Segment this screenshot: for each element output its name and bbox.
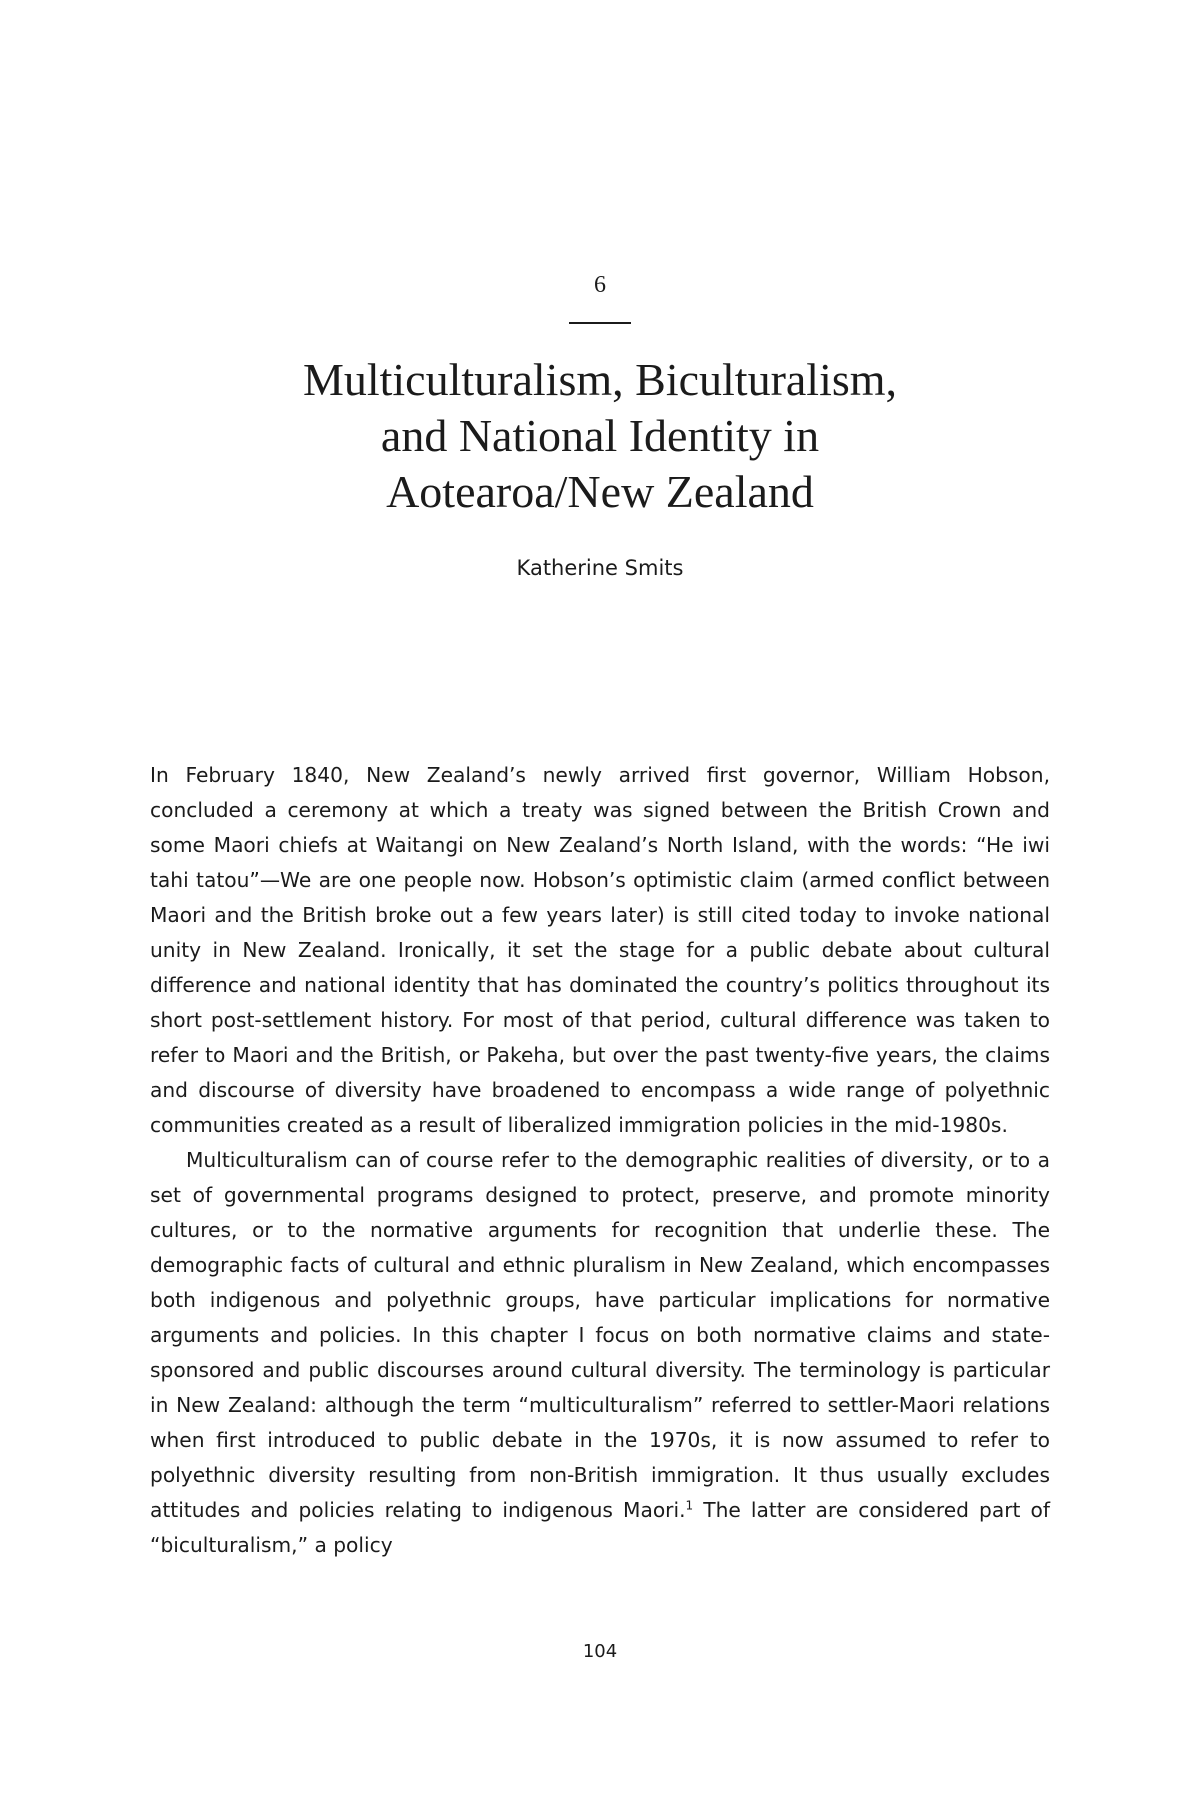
chapter-title-line-1: Multiculturalism, Biculturalism, — [302, 354, 898, 405]
chapter-title-line-3: Aotearoa/New Zealand — [386, 466, 814, 517]
body-paragraph-2-text: Multiculturalism can of course refer to the demographic realities of diversity, or to a set of governmental programs designed to protect, preserve, and promote minority cultures, or to the normative arguments for recognition that underlie these. The demographic facts of cultural and ethnic pluralism in New Zealand, which encompasses both indigenous and polyethnic groups, have particular implications for normative arguments and policies. In this chapter I focus on both normative claims and state-sponsored and public discourses around cultural diversity. The terminology is particular in New Zealand: although the term “multiculturalism” referred to settler-Maori relations when first introduced to public debate in the 1970s, it is now assumed to refer to polyethnic diversity resulting from non-British immigration. It thus usually excludes attitudes and policies relating to indigenous Maori. — [150, 1148, 1050, 1522]
chapter-title-line-2: and National Identity in — [380, 410, 820, 461]
body-paragraph-1: In February 1840, New Zealand’s newly arrived first governor, William Hobson, concluded a ceremony at which a treaty was signed between the British Crown and some Maori chiefs at Waitangi on New Zealand’s North Island, with the words: “He iwi tahi tatou”—We are one people now. Hobson’s optimistic claim (armed conflict between Maori and the British broke out a few years later) is still cited today to invoke national unity in New Zealand. Ironically, it set the stage for a public debate about cultural difference and national identity that has dominated the country’s politics throughout its short post-settlement history. For most of that period, cultural difference was taken to refer to Maori and the British, or Pakeha, but over the past twenty-five years, the claims and discourse of diversity have broadened to encompass a wide range of polyethnic communities created as a result of liberalized immigration policies in the mid-1980s. — [150, 763, 1050, 1137]
body-paragraph-2-continuation: The latter are considered part of “biculturalism,” a policy — [150, 1498, 1050, 1557]
body-paragraph-2 — [150, 1143, 1050, 1563]
chapter-body — [150, 758, 1050, 1563]
chapter-number-rule — [569, 322, 631, 324]
chapter-author: Katherine Smits — [516, 556, 684, 580]
page-number: 104 — [582, 1641, 618, 1662]
chapter-number: 6 — [594, 272, 606, 298]
chapter-title — [150, 352, 1050, 520]
endnote-reference-1[interactable]: 1 — [685, 1498, 694, 1513]
